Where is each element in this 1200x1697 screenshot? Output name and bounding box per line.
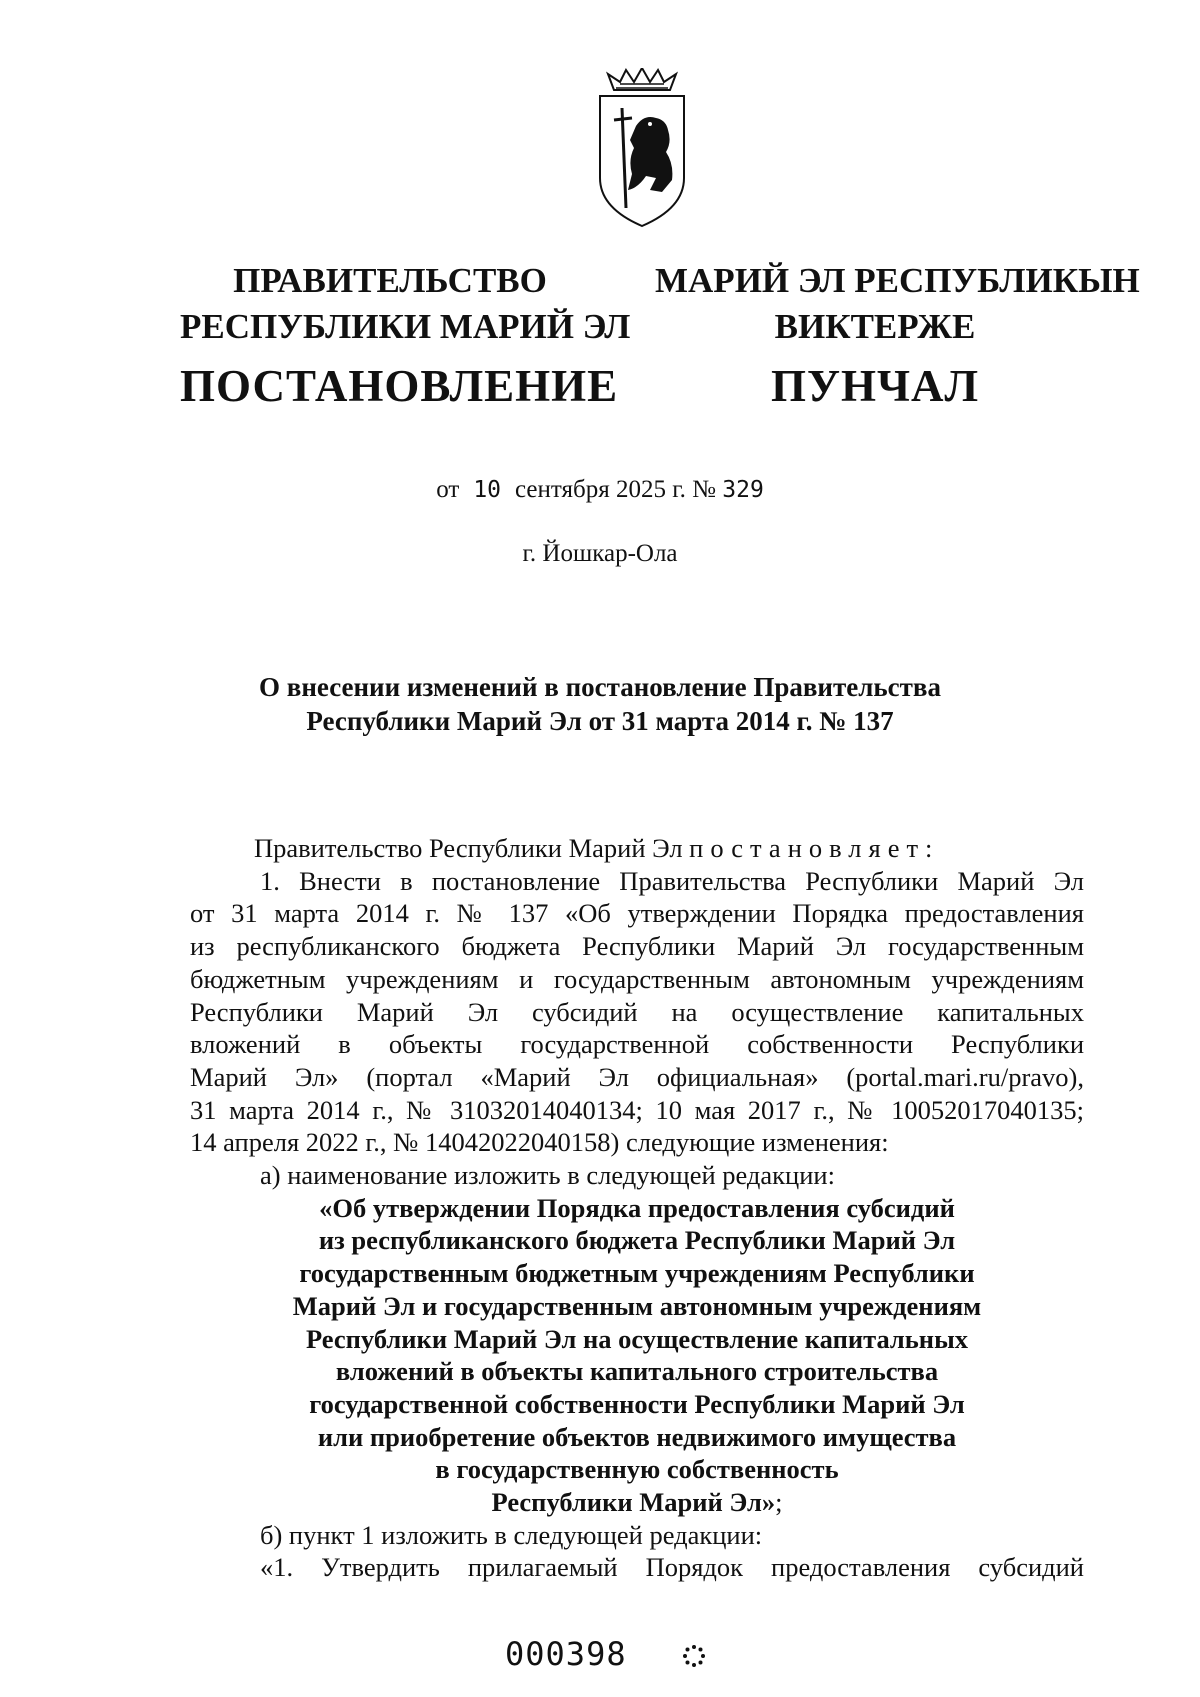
intro-decree-word: постановляет: xyxy=(689,833,940,863)
quoted-title-line: государственным бюджетным учреждениям Республики xyxy=(299,1258,975,1289)
intro-text: Правительство Республики Марий Эл xyxy=(254,833,690,863)
quoted-title-line: из республиканского бюджета Республики Марий Эл xyxy=(318,1225,956,1256)
subject-line-2: Республики Марий Эл от 31 марта 2014 г. № 137 xyxy=(306,706,894,736)
quoted-title-line: Республики Марий Эл на осуществление капитальных xyxy=(305,1323,969,1354)
paragraph-1-line: из республиканского бюджета Республики Марий Эл государственным xyxy=(190,931,1084,962)
paragraph-1-line: 14 апреля 2022 г., № 14042022040158) следующие изменения: xyxy=(190,1127,889,1158)
intro-paragraph xyxy=(190,832,1084,865)
quoted-title-line: Республики Марий Эл» xyxy=(491,1487,776,1518)
date-day: 10 xyxy=(473,477,502,503)
quoted-title-line: Марий Эл и государственным автономным учреждениям xyxy=(292,1290,982,1321)
city-name: г. Йошкар-Ола xyxy=(522,540,678,567)
quoted-title-line: «Об утверждении Порядка предоставления субсидий xyxy=(319,1192,955,1223)
republic-title-ru: РЕСПУБЛИКИ МАРИЙ ЭЛ xyxy=(180,307,631,346)
document-subject xyxy=(180,670,1020,738)
paragraph-1-line: бюджетным учреждениям и государственным автономным учреждениям xyxy=(190,963,1084,994)
quoted-title-line: в государственную собственность xyxy=(435,1454,839,1485)
item-b: б) пункт 1 изложить в следующей редакции: xyxy=(260,1519,763,1550)
coat-of-arms-emblem xyxy=(586,68,698,236)
document-body xyxy=(190,832,1084,1584)
paragraph-1-line: 31 марта 2014 г., № 31032014040134; 10 мая 2017 г., № 10052017040135; xyxy=(190,1094,1084,1125)
paragraph-1-line: 1. Внести в постановление Правительства Республики Марий Эл xyxy=(260,865,1084,896)
paragraph-1-line: от 31 марта 2014 г. № 137 «Об утверждении Порядка предоставления xyxy=(190,898,1084,929)
header-right-block xyxy=(655,258,1140,412)
quoted-title-line: вложений в объекты капитального строительства xyxy=(335,1356,939,1387)
government-title-mari: ВИКТЕРЖЕ xyxy=(774,307,976,346)
item-b-text: «1. Утвердить прилагаемый Порядок предоставления субсидий xyxy=(260,1552,1084,1583)
document-number: 329 xyxy=(722,477,764,503)
paragraph-1-line: Республики Марий Эл субсидий на осуществление капитальных xyxy=(190,996,1084,1027)
document-type-mari: ПУНЧАЛ xyxy=(770,361,980,411)
header-left-block xyxy=(180,258,631,412)
date-prefix: от xyxy=(436,476,460,503)
quoted-title-last-line xyxy=(190,1486,1084,1519)
paragraph-1-line: Марий Эл» (портал «Марий Эл официальная» (portal.mari.ru/pravo), xyxy=(190,1061,1084,1092)
item-a: а) наименование изложить в следующей редакции: xyxy=(260,1160,835,1191)
subject-line-1: О внесении изменений в постановление Правительства xyxy=(259,672,941,702)
paragraph-1-line: вложений в объекты государственной собственности Республики xyxy=(190,1029,1084,1060)
date-month-year: сентября 2025 г. № xyxy=(515,476,716,503)
asterisk-mark-icon xyxy=(681,1643,707,1669)
page-serial-number: 000398 xyxy=(505,1635,627,1673)
quoted-title-line: или приобретение объектов недвижимого имущества xyxy=(317,1421,957,1452)
document-type-ru: ПОСТАНОВЛЕНИЕ xyxy=(180,361,619,411)
republic-title-mari: МАРИЙ ЭЛ РЕСПУБЛИКЫН xyxy=(655,261,1140,300)
document-date-line xyxy=(0,476,1200,504)
government-title-ru: ПРАВИТЕЛЬСТВО xyxy=(233,261,547,300)
quoted-title-line: государственной собственности Республики Марий Эл xyxy=(309,1388,965,1419)
quote-end-punctuation: ; xyxy=(775,1487,783,1518)
